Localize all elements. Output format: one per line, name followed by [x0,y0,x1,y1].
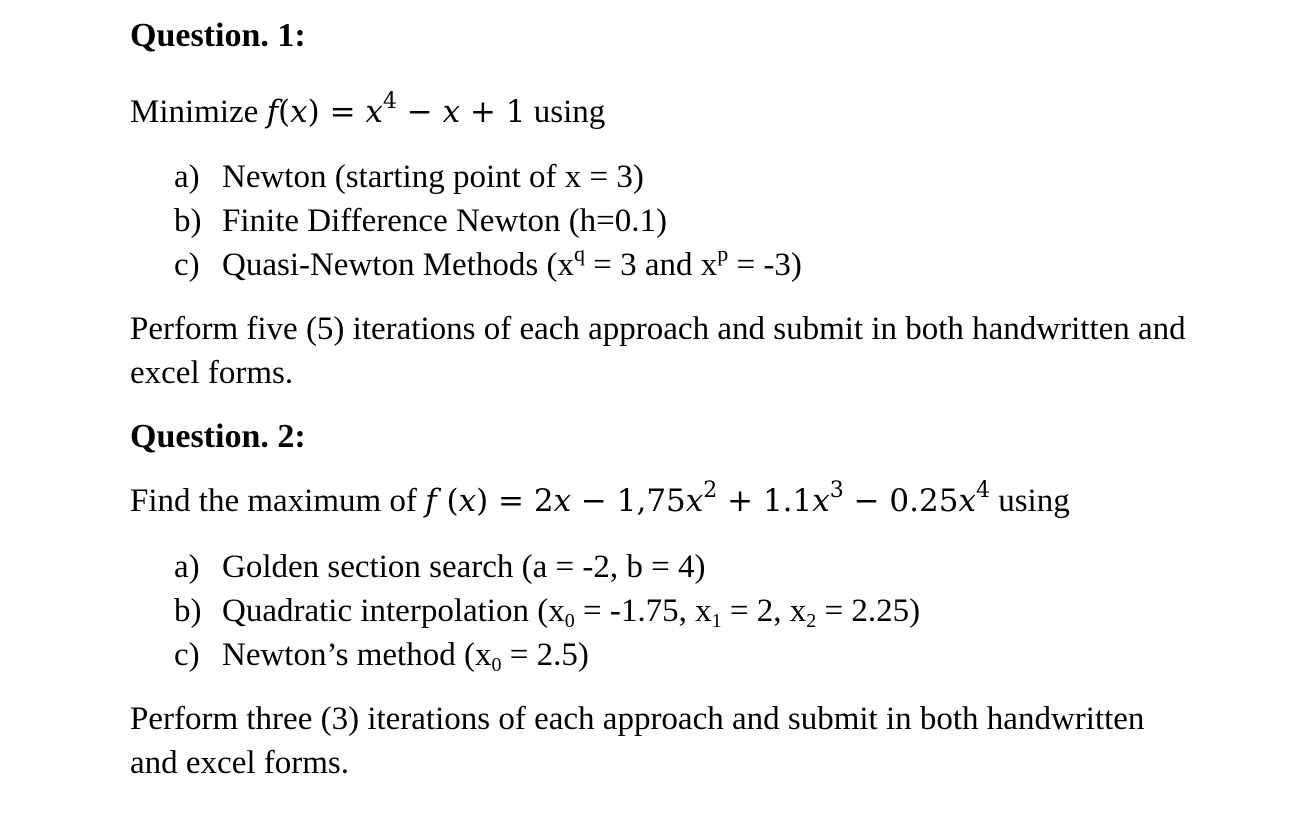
item-text: = -3) [728,247,802,283]
item-text: = 2, x [721,593,807,629]
function-expression [425,478,990,519]
term-x: x [685,483,704,519]
intro-suffix: using [989,483,1070,519]
item-text: = 2.25) [816,593,921,629]
item-text: = 3 and x [584,247,718,283]
coefficient: − 0.25 [843,483,959,519]
subscript-0: 0 [564,610,575,632]
paren-open: ( [278,94,291,130]
item-text: Finite Difference Newton (h=0.1) [222,203,668,239]
subscript-2: 2 [806,610,817,632]
minus-sign: − [396,94,443,130]
question-1-intro [130,89,606,132]
question-2-intro [130,478,1070,521]
exponent: 3 [829,478,844,503]
term-x: x [553,483,572,519]
item-text: = -1.75, x [574,593,712,629]
item-marker: a) [174,549,200,585]
exponent: 4 [382,89,397,114]
q1-item-c [174,241,802,285]
item-text: Newton (starting point of x = 3) [222,159,644,195]
equals: ) = 2 [476,483,554,519]
coefficient: + 1.1 [717,483,813,519]
q1-item-b [174,201,667,241]
q1-instruction-line-2: excel forms. [130,355,294,391]
subscript-0: 0 [491,654,502,676]
variable: x [458,483,477,519]
variable: x [290,94,308,130]
exponent: 2 [703,478,718,503]
item-text: Newton’s method (x [222,637,492,673]
item-text: Quadratic interpolation (x [222,593,565,629]
item-text: Golden section search (a = -2, b = 4) [222,549,706,585]
equals: ) = [307,94,366,130]
q2-instruction-line-1: Perform three (3) iterations of each approach and submit in both handwritten [130,701,1145,737]
item-marker: a) [174,159,200,195]
intro-suffix: using [525,94,606,130]
intro-prefix: Minimize [130,94,267,130]
item-text: = 2.5) [501,637,589,673]
constant-term: + 1 [460,94,526,130]
term-x: x [365,94,383,130]
paren-open: ( [436,483,459,519]
superscript-p: p [717,241,729,266]
term-x: x [958,483,976,519]
function-expression [266,89,526,130]
superscript-q: q [573,241,585,266]
question-2-heading: Question. 2: [130,418,306,455]
q1-item-a [174,157,644,197]
item-marker: b) [174,593,202,629]
coefficient: − 1,75 [571,483,686,519]
item-text: Quasi-Newton Methods (x [222,247,574,283]
q2-instruction-line-2: and excel forms. [130,745,349,781]
function-name: f [266,94,279,130]
question-1-heading: Question. 1: [130,17,306,54]
q2-item-a [174,547,705,587]
intro-prefix: Find the maximum of [130,483,426,519]
subscript-1: 1 [711,610,722,632]
term-x: x [812,483,830,519]
item-marker: b) [174,203,202,239]
function-name: f [425,483,437,519]
q1-instruction-line-1: Perform five (5) iterations of each approach and submit in both handwritten and [130,311,1186,347]
exponent: 4 [975,478,990,503]
item-marker: c) [174,247,200,283]
item-marker: c) [174,637,200,673]
term-x: x [442,94,461,130]
q2-item-c [174,635,589,675]
q2-item-b [174,591,920,631]
